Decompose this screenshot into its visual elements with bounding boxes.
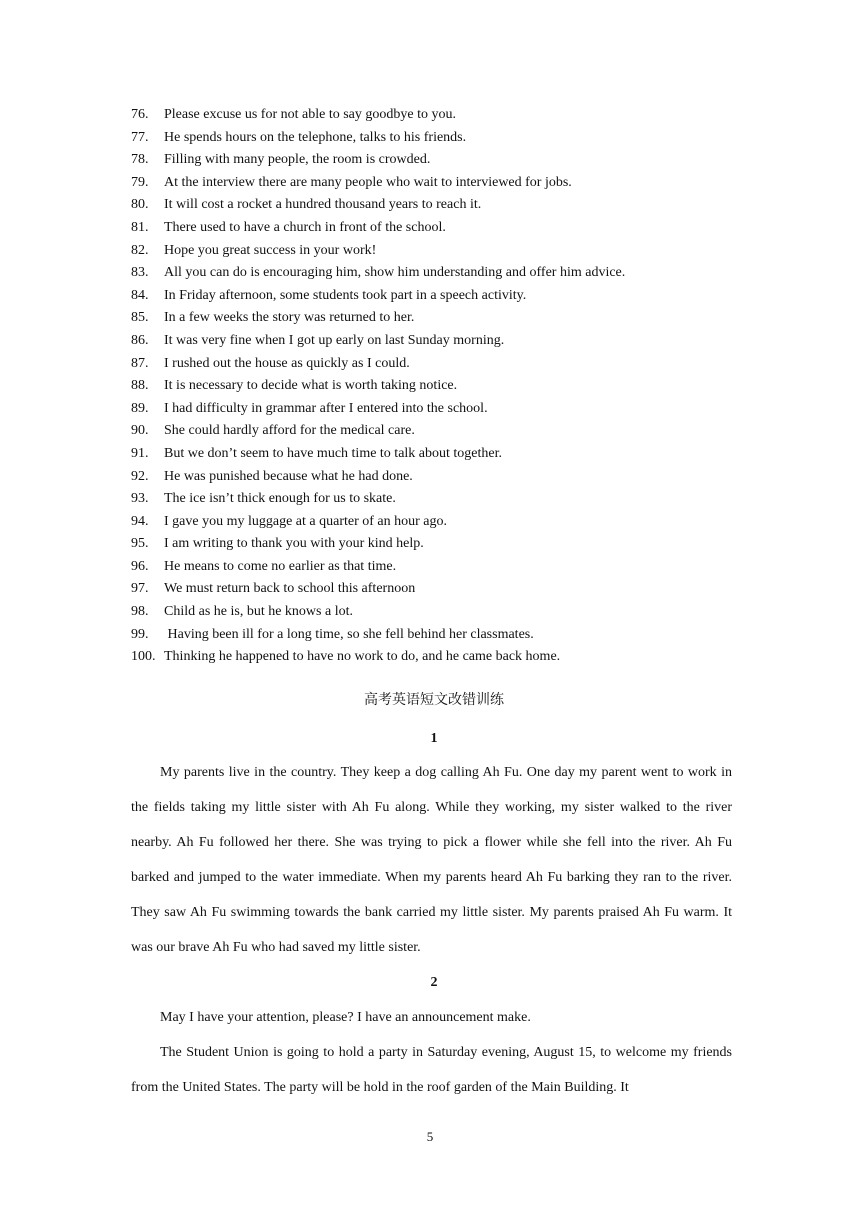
sentence-text: Having been ill for a long time, so she fell behind her classmates. xyxy=(164,626,534,642)
sentence-item xyxy=(131,127,751,150)
sentence-text: The ice isn’t thick enough for us to skate. xyxy=(164,491,396,507)
sentence-item xyxy=(131,149,751,172)
sentence-text: It will cost a rocket a hundred thousand years to reach it. xyxy=(164,197,482,213)
sentence-number: 77. xyxy=(131,129,149,145)
sentence-item xyxy=(131,556,751,579)
sentence-item xyxy=(131,466,751,489)
sentence-number: 88. xyxy=(131,378,149,394)
sentence-item xyxy=(131,375,751,398)
sentence-text: At the interview there are many people who wait to interviewed for jobs. xyxy=(164,174,572,190)
sentence-text: In Friday afternoon, some students took part in a speech activity. xyxy=(164,287,527,303)
sentence-text: All you can do is encouraging him, show him understanding and offer him advice. xyxy=(164,265,626,281)
sentence-item xyxy=(131,601,751,624)
sentence-number: 92. xyxy=(131,468,149,484)
sentence-item xyxy=(131,262,751,285)
sentence-item xyxy=(131,511,751,534)
sentence-text: Child as he is, but he knows a lot. xyxy=(164,604,353,620)
sentence-item xyxy=(131,398,751,421)
sentence-item xyxy=(131,330,751,353)
passage-2-paragraph-1: May I have your attention, please? I have an announcement make. xyxy=(160,1010,531,1025)
sentence-number: 82. xyxy=(131,242,149,258)
sentence-number: 87. xyxy=(131,355,149,371)
section-title: 高考英语短文改错训练 xyxy=(364,692,504,708)
sentence-text: There used to have a church in front of the school. xyxy=(164,219,446,235)
sentence-number: 79. xyxy=(131,174,149,190)
sentence-item xyxy=(131,194,751,217)
passage-1-paragraph: My parents live in the country. They keep a dog calling Ah Fu. One day my parent went to work in the fields taking my little sister with Ah Fu along. While they working, my sister walked to the river nearby. Ah Fu followed her there. She was trying to pick a flower while she fell into the river. Ah Fu barked and jumped to the water immediate. When my parents heard Ah Fu barking they ran to the river. They saw Ah Fu swimming towards the bank carried my little sister. My parents praised Ah Fu warm. It was our brave Ah Fu who had saved my little sister. xyxy=(131,765,732,955)
sentence-item xyxy=(131,646,751,669)
sentence-text: I had difficulty in grammar after I entered into the school. xyxy=(164,400,488,416)
sentence-item xyxy=(131,285,751,308)
sentence-item xyxy=(131,443,751,466)
sentence-number: 90. xyxy=(131,423,149,439)
sentence-text: I gave you my luggage at a quarter of an hour ago. xyxy=(164,513,448,529)
sentence-item xyxy=(131,420,751,443)
sentence-text: Please excuse us for not able to say goodbye to you. xyxy=(164,107,456,122)
sentence-number: 94. xyxy=(131,513,149,529)
sentence-number: 95. xyxy=(131,536,149,552)
sentence-text: But we don’t seem to have much time to talk about together. xyxy=(164,445,503,461)
sentence-number: 80. xyxy=(131,197,149,213)
sentence-number: 86. xyxy=(131,332,149,348)
sentence-item xyxy=(131,217,751,240)
sentence-text: He was punished because what he had done. xyxy=(164,468,413,484)
sentence-text: Filling with many people, the room is crowded. xyxy=(164,152,431,168)
sentence-item xyxy=(131,104,751,127)
passage-1-number: 1 xyxy=(430,731,438,746)
sentence-number: 91. xyxy=(131,445,149,461)
sentence-number: 89. xyxy=(131,400,149,416)
sentence-text: It is necessary to decide what is worth taking notice. xyxy=(164,378,458,394)
sentence-text: He spends hours on the telephone, talks to his friends. xyxy=(164,129,467,145)
sentence-text: We must return back to school this afternoon xyxy=(164,581,416,597)
sentence-number: 78. xyxy=(131,152,149,168)
sentence-item xyxy=(131,240,751,263)
sentence-text: I am writing to thank you with your kind help. xyxy=(164,536,424,552)
sentence-item xyxy=(131,578,751,601)
sentence-number: 83. xyxy=(131,265,149,281)
sentence-number: 81. xyxy=(131,219,149,235)
sentence-text: He means to come no earlier as that time. xyxy=(164,558,397,574)
sentence-number: 100. xyxy=(131,649,156,665)
sentence-number: 76. xyxy=(131,107,149,122)
passage-2-paragraph-2: The Student Union is going to hold a party in Saturday evening, August 15, to welcome my friends from the United States. The party will be hold in the roof garden of the Main Building. It xyxy=(131,1045,732,1095)
sentence-text: Hope you great success in your work! xyxy=(164,242,377,258)
sentence-item xyxy=(131,172,751,195)
sentence-number: 96. xyxy=(131,558,149,574)
sentence-number: 97. xyxy=(131,581,149,597)
sentence-text: In a few weeks the story was returned to her. xyxy=(164,310,415,326)
sentence-number: 99. xyxy=(131,626,149,642)
sentence-number: 93. xyxy=(131,491,149,507)
sentence-item xyxy=(131,488,751,511)
sentence-number: 84. xyxy=(131,287,149,303)
sentence-text: It was very fine when I got up early on last Sunday morning. xyxy=(164,332,505,348)
sentence-text: Thinking he happened to have no work to do, and he came back home. xyxy=(164,649,561,665)
sentence-item xyxy=(131,624,751,647)
passage-2-number: 2 xyxy=(430,975,438,990)
page-number: 5 xyxy=(426,1129,434,1144)
sentence-number: 98. xyxy=(131,604,149,620)
sentence-number: 85. xyxy=(131,310,149,326)
sentence-item xyxy=(131,533,751,556)
sentence-text: I rushed out the house as quickly as I could. xyxy=(164,355,410,371)
sentence-text: She could hardly afford for the medical care. xyxy=(164,423,415,439)
sentence-item xyxy=(131,353,751,376)
sentence-item xyxy=(131,307,751,330)
error-correction-sentence-list xyxy=(131,104,751,669)
